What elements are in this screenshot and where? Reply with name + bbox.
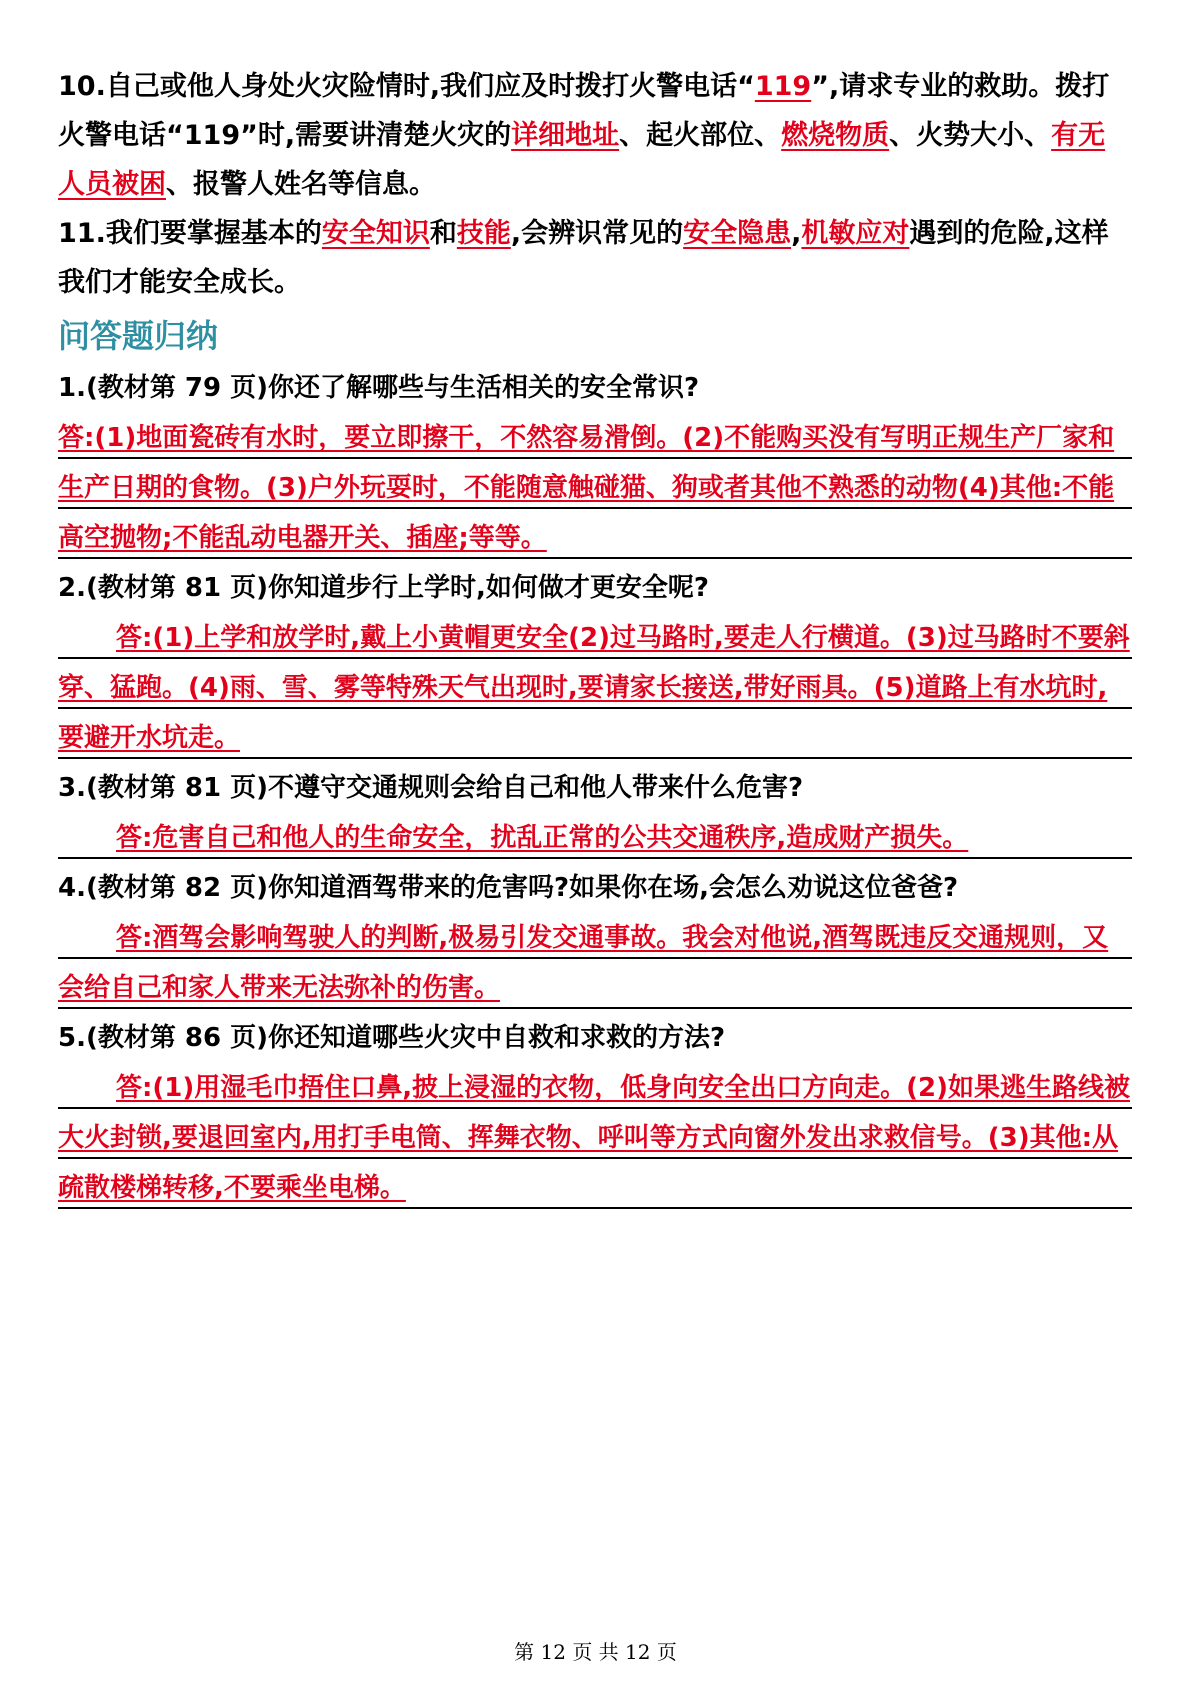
section-title: 问答题归纳 bbox=[58, 317, 219, 355]
item-10-text: 10.自己或他人身处火灾险情时,我们应及时拨打火警电话“ bbox=[58, 71, 755, 102]
item-11-text: ,会辨识常见的 bbox=[510, 218, 684, 249]
page-footer: 第 12 页 共 12 页 bbox=[514, 1640, 677, 1664]
item-11-text: , bbox=[791, 218, 802, 249]
answer-5: 答:(1)用湿毛巾捂住口鼻,披上浸湿的衣物，低身向安全出口方向走。(2)如果逃生路线被大火封锁,要退回室内,用打手电筒、挥舞衣物、呼叫等方式向窗外发出求救信号。(3)其他:从疏散楼梯转移,不要乘坐电梯。 bbox=[58, 1063, 1132, 1213]
item-10-answer-119: 119 bbox=[754, 71, 812, 102]
answer-1: 答:(1)地面瓷砖有水时，要立即擦干，不然容易滑倒。(2)不能购买没有写明正规生产厂家和生产日期的食物。(3)户外玩耍时，不能随意触碰猫、狗或者其他不熟悉的动物(4)其他:不能高空抛物;不能乱动电器开关、插座;等等。 bbox=[58, 413, 1132, 563]
item-11-answer-respond: 机敏应对 bbox=[801, 218, 910, 249]
item-11-answer-knowledge: 安全知识 bbox=[321, 218, 430, 249]
item-10-text: 、报警人姓名等信息。 bbox=[166, 169, 436, 200]
item-11-text: 和 bbox=[429, 218, 457, 249]
item-10-answer-material: 燃烧物质 bbox=[781, 120, 890, 151]
document-content bbox=[58, 62, 1132, 1213]
item-10-answer-trapped: 有无人员被困 bbox=[58, 120, 1106, 200]
item-11-text: 11.我们要掌握基本的 bbox=[58, 218, 322, 249]
answer-2: 答:(1)上学和放学时,戴上小黄帽更安全(2)过马路时,要走人行横道。(3)过马路时不要斜穿、猛跑。(4)雨、雪、雾等特殊天气出现时,要请家长接送,带好雨具。(5)道路上有水坑时,要避开水坑走。 bbox=[58, 613, 1132, 763]
question-2: 2.(教材第 81 页)你知道步行上学时,如何做才更安全呢? bbox=[58, 573, 709, 603]
question-1: 1.(教材第 79 页)你还了解哪些与生活相关的安全常识? bbox=[58, 373, 700, 403]
item-11 bbox=[58, 209, 1132, 307]
item-10 bbox=[58, 62, 1132, 209]
question-3: 3.(教材第 81 页)不遵守交通规则会给自己和他人带来什么危害? bbox=[58, 773, 804, 803]
question-5: 5.(教材第 86 页)你还知道哪些火灾中自救和求救的方法? bbox=[58, 1023, 726, 1053]
item-10-text: 、火势大小、 bbox=[889, 120, 1052, 151]
item-10-text: 、起火部位、 bbox=[619, 120, 782, 151]
item-10-answer-address: 详细地址 bbox=[511, 120, 620, 151]
question-4: 4.(教材第 82 页)你知道酒驾带来的危害吗?如果你在场,会怎么劝说这位爸爸? bbox=[58, 873, 959, 903]
item-11-text: 遇到的危险,这样我们才能安全成长。 bbox=[58, 218, 1109, 298]
item-11-answer-skill: 技能 bbox=[456, 218, 511, 249]
answer-3: 答:危害自己和他人的生命安全，扰乱正常的公共交通秩序,造成财产损失。 bbox=[58, 813, 1132, 863]
item-10-text: ”,请求专业的救助。拨打火警电话“119”时,需要讲清楚火灾的 bbox=[58, 71, 1110, 151]
item-11-answer-hazard: 安全隐患 bbox=[683, 218, 792, 249]
answer-4: 答:酒驾会影响驾驶人的判断,极易引发交通事故。我会对他说,酒驾既违反交通规则，又会给自己和家人带来无法弥补的伤害。 bbox=[58, 913, 1132, 1013]
